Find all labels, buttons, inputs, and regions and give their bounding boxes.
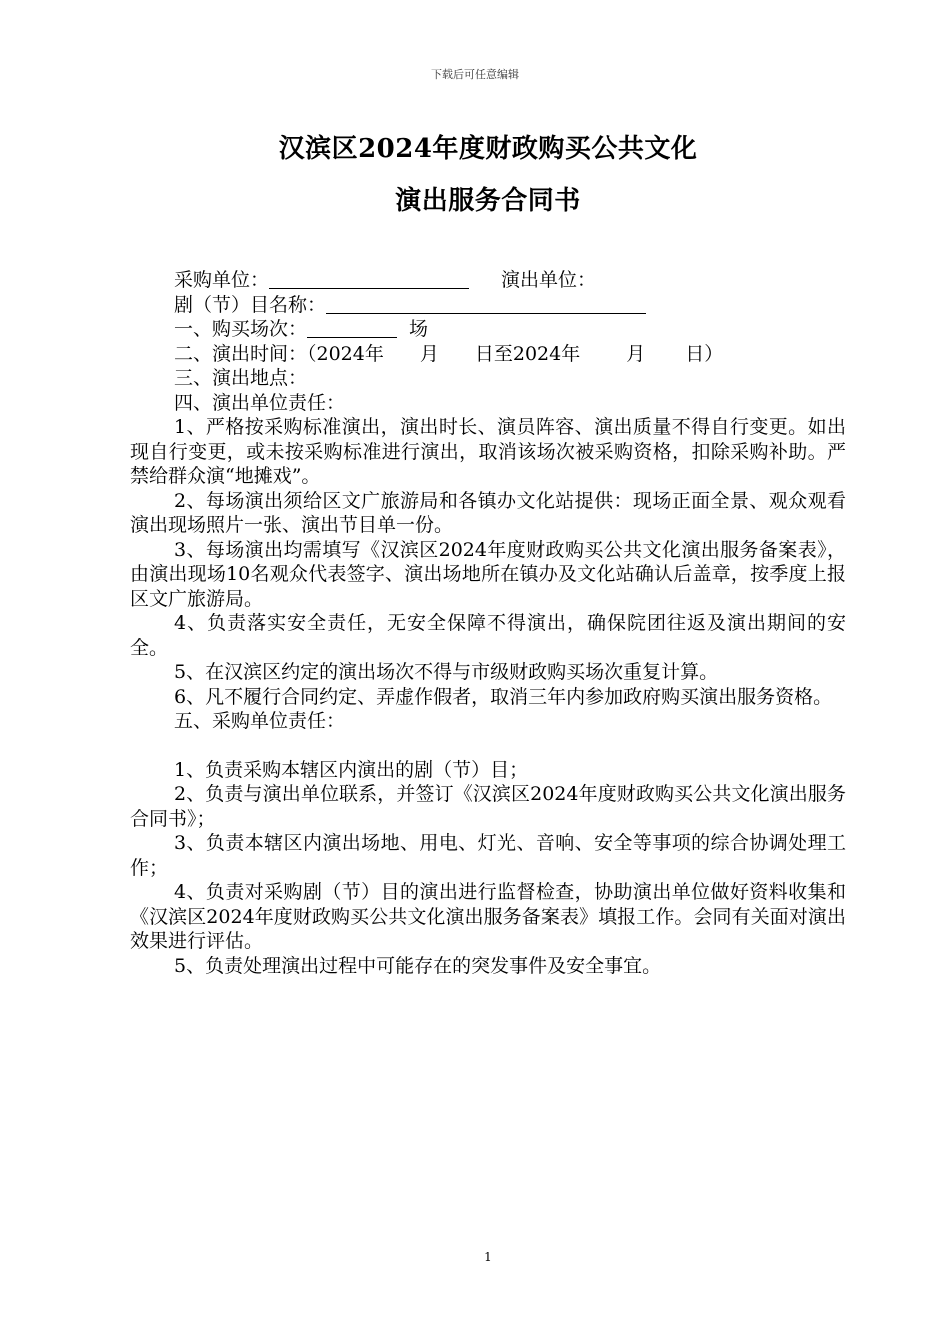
section4-item: 3、每场演出均需填写《汉滨区2024年度财政购买公共文化演出服务备案表》，由演出现场10名观众代表签字、演出场地所在镇办及文化站确认后盖章，按季度上报区文广旅游局。 [130, 538, 846, 610]
sessions-line [130, 317, 846, 342]
time-month1: 月 [419, 342, 439, 365]
sessions-unit: 场 [409, 318, 429, 340]
time-line [130, 342, 846, 367]
venue-label: 三、演出地点： [174, 367, 308, 389]
time-month2: 月 [626, 342, 646, 365]
section4-item: 6、凡不履行合同约定、弄虚作假者，取消三年内参加政府购买演出服务资格。 [174, 685, 833, 708]
document-title-line1: 汉滨区2024年度财政购买公共文化 [278, 134, 698, 164]
purchaser-performer-line [130, 268, 846, 293]
section4-item: 2、每场演出须给区文广旅游局和各镇办文化站提供：现场正面全景、观众观看演出现场照片一张、演出节目单一份。 [130, 489, 846, 536]
section4-item: 1、严格按采购标准演出，演出时长、演员阵容、演出质量不得自行变更。如出现自行变更，或未按采购标准进行演出，取消该场次被采购资格，扣除采购补助。严禁给群众演“地摊戏”。 [130, 416, 846, 487]
performer-label: 演出单位： [501, 269, 597, 291]
sessions-blank [307, 319, 397, 338]
program-line [130, 293, 846, 318]
section5-item: 4、负责对采购剧（节）目的演出进行监督检查，协助演出单位做好资料收集和《汉滨区2024年度财政购买公共文化演出服务备案表》填报工作。会同有关面对演出效果进行评估。 [130, 881, 846, 952]
section5-heading: 五、采购单位责任： [174, 710, 346, 732]
section4-heading: 四、演出单位责任： [174, 391, 346, 414]
document-title-line2: 演出服务合同书 [395, 186, 581, 216]
purchaser-label: 采购单位： [174, 269, 270, 291]
time-label: 二、演出时间：（2024年 [174, 342, 384, 365]
page-number: 1 [484, 1250, 492, 1264]
contract-body [130, 268, 846, 978]
sessions-label: 一、购买场次： [174, 318, 308, 340]
program-blank [326, 295, 646, 314]
program-label: 剧（节）目名称： [174, 293, 327, 316]
section5-item: 2、负责与演出单位联系，并签订《汉滨区2024年度财政购买公共文化演出服务合同书》； [130, 783, 846, 830]
purchaser-blank [269, 270, 469, 289]
section5-item: 1、负责采购本辖区内演出的剧（节）目； [174, 758, 529, 781]
section4-item: 5、在汉滨区约定的演出场次不得与市级财政购买场次重复计算。 [174, 661, 719, 683]
section5-item: 5、负责处理演出过程中可能存在的突发事件及安全事宜。 [174, 954, 662, 977]
header-note: 下载后可任意编辑 [431, 68, 519, 81]
venue-line [130, 366, 846, 391]
time-day2: 日） [685, 342, 724, 365]
section4-item: 4、负责落实安全责任，无安全保障不得演出，确保院团往返及演出期间的安全。 [130, 612, 846, 659]
section5-item: 3、负责本辖区内演出场地、用电、灯光、音响、安全等事项的综合协调处理工作； [130, 832, 846, 879]
time-day1: 日至2024年 [474, 342, 581, 365]
